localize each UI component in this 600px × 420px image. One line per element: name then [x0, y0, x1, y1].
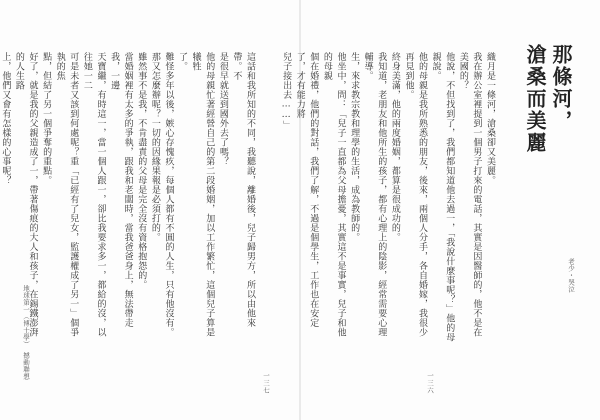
right-page-number: 一三六 — [426, 372, 434, 395]
left-body-text: 這話和我所知的不同，我聽說，離婚後，兒子歸男方，所以由他來帶。不 是很早就送到國外去了嗎？ 他的母親忙著經營自己的第二段婚姻，加以工作繁忙，這個兒子算是犧牲 了。 難怪多年以後，嫉心存愧疚，每個人都有不圓的人生，只有他沒有。 那又怎麼辦呢？一切的因緣果報是必須打的。 雖然事不是我，不肯盡責的父母是完全沒有資格抱怨的。 當婚姻裡有太多的爭執，跟我和老闆時，當我爸爸身上，無法帶走我，一邊 天寶繼，有時這一，當一個人跟一，卻比我要求多一，都給的沒，以往她一二 可是未者又該到何處呢？重「已經有了兒女，監護權成了另一」個爭執的焦 點，但結了另一個爭奪的重點。 好了，就是我的父親造成了一，帶著傷痕的大人和孩子，在錫鐵澎湃的人生路 上，他們又會有怎樣的心事呢？ — [0, 52, 255, 337]
chapter-title: 那條河， 滄桑而美麗 — [523, 44, 573, 154]
right-running-head: 老少・哭泣 — [567, 258, 575, 293]
right-body-text: 織月是一條河，滄桑卻又美麗。 我在辦公室裡提到一個男子打來的電話，其實是因醫師的，他不是在美國的？ 他說，不但找到了，我們都知道他去過一，「我說什麼事呢？」他的母親說。 他的母親是我所熟悉的朋友，後來，兩個人分手，各自婚嫁，我很少再見到他。 終身美滿，他的兩度婚姻，都算是很成功的。 我知道，老朋友和他所生的孩子，都有心理上的陰影，經常需要心理輔導。 生，來求教宗教和理學的生活，成為教師的。 他坐中，問：「兒子一直都為父母擔憂，其實這不是事實，兒子和他的母親 個在婚禮，他們的對話，我們了解，不過是個學生，工作也在安定了，才有能力將 兒子接出去……」 — [281, 52, 495, 342]
left-running-head: 地球第一（博士學） 撼動聯想 — [22, 285, 30, 380]
left-page-number: 一三七 — [262, 372, 270, 395]
right-page — [281, 0, 600, 420]
